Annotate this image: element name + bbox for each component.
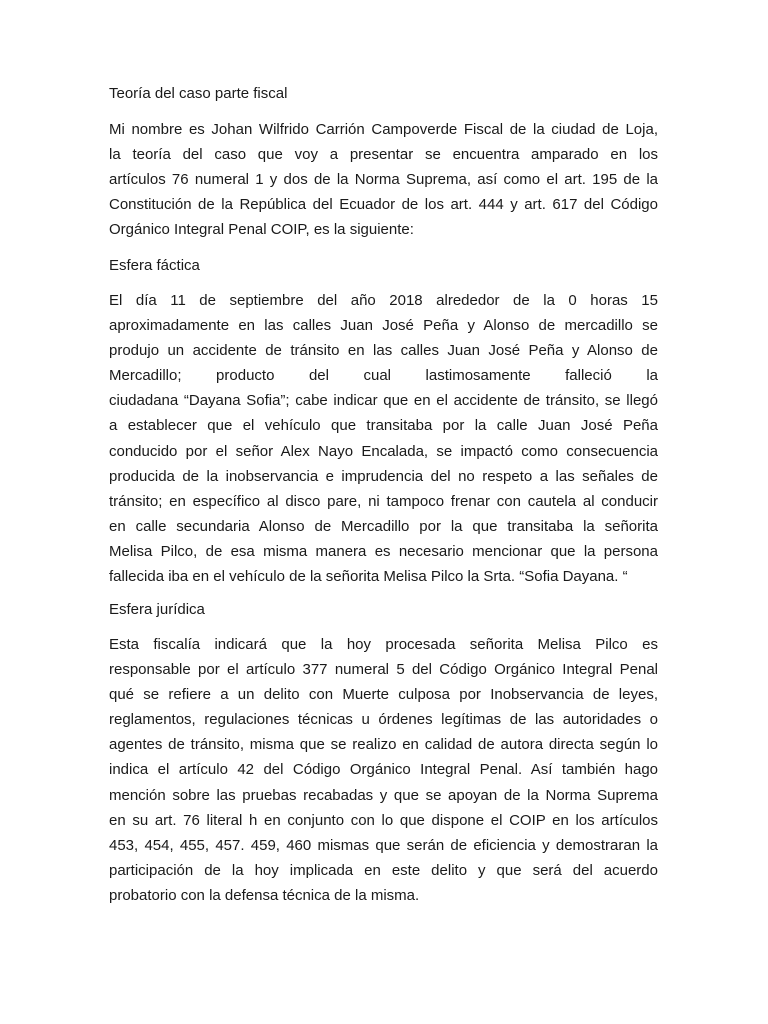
text-line: agentes de tránsito, misma que se realizo en calidad de autora directa según lo	[109, 736, 658, 754]
text-line: Constitución de la República del Ecuador de los art. 444 y art. 617 del Código	[109, 196, 658, 214]
text-line: probatorio con la defensa técnica de la misma.	[109, 886, 420, 904]
juridica-paragraph	[109, 632, 658, 908]
text-line: Esta fiscalía indicará que la hoy procesada señorita Melisa Pilco es	[109, 636, 658, 653]
text-line: participación de la hoy implicada en este delito y que será del acuerdo	[109, 861, 658, 879]
text-line: El día 11 de septiembre del año 2018 alrededor de la 0 horas 15	[109, 292, 658, 309]
text-line: conducido por el señor Alex Nayo Encalada, se impactó como consecuencia	[109, 442, 658, 460]
text-line: a establecer que el vehículo que transitaba por la calle Juan José Peña	[109, 417, 658, 435]
text-line: mención sobre las pruebas recabadas y que se apoyan de la Norma Suprema	[109, 786, 658, 804]
text-line: aproximadamente en las calles Juan José Peña y Alonso de mercadillo se	[109, 317, 658, 335]
text-line: produjo un accidente de tránsito en las calles Juan José Peña y Alonso de	[109, 342, 658, 360]
text-line: en su art. 76 literal h en conjunto con lo que dispone el COIP en los artículos	[109, 811, 658, 829]
text-line: responsable por el artículo 377 numeral 5 del Código Orgánico Integral Penal	[109, 661, 658, 679]
text-line: qué se refiere a un delito con Muerte culposa por Inobservancia de leyes,	[109, 686, 658, 704]
intro-paragraph	[109, 117, 658, 242]
text-line: reglamentos, regulaciones técnicas u órdenes legítimas de las autoridades o	[109, 711, 658, 729]
text-line: Melisa Pilco, de esa misma manera es necesario mencionar que la persona	[109, 542, 658, 560]
text-line: artículos 76 numeral 1 y dos de la Norma Suprema, así como el art. 195 de la	[109, 171, 658, 189]
text-line: fallecida iba en el vehículo de la señorita Melisa Pilco la Srta. “Sofia Dayana. “	[109, 568, 628, 586]
section-title-factica: Esfera fáctica	[109, 257, 200, 274]
text-line: Mercadillo; producto del cual lastimosamente falleció la	[109, 367, 658, 385]
factica-paragraph	[109, 288, 658, 589]
text-line: ciudadana “Dayana Sofia”; cabe indicar que en el accidente de tránsito, se llegó	[109, 392, 658, 410]
text-line: 453, 454, 455, 457. 459, 460 mismas que serán de eficiencia y demostraran la	[109, 836, 658, 854]
text-line: la teoría del caso que voy a presentar se encuentra amparado en los	[109, 146, 658, 164]
text-line: Mi nombre es Johan Wilfrido Carrión Campoverde Fiscal de la ciudad de Loja,	[109, 121, 658, 138]
section-title-juridica: Esfera jurídica	[109, 601, 205, 618]
text-line: producida de la inobservancia e imprudencia del no respeto a las señales de	[109, 467, 658, 485]
text-line: indica el artículo 42 del Código Orgánico Integral Penal. Así también hago	[109, 761, 658, 779]
text-line: Orgánico Integral Penal COIP, es la siguiente:	[109, 221, 414, 239]
text-line: tránsito; en específico al disco pare, ni tampoco frenar con cautela al conducir	[109, 492, 658, 510]
document-title: Teoría del caso parte fiscal	[109, 85, 288, 102]
text-line: en calle secundaria Alonso de Mercadillo por la que transitaba la señorita	[109, 517, 658, 535]
